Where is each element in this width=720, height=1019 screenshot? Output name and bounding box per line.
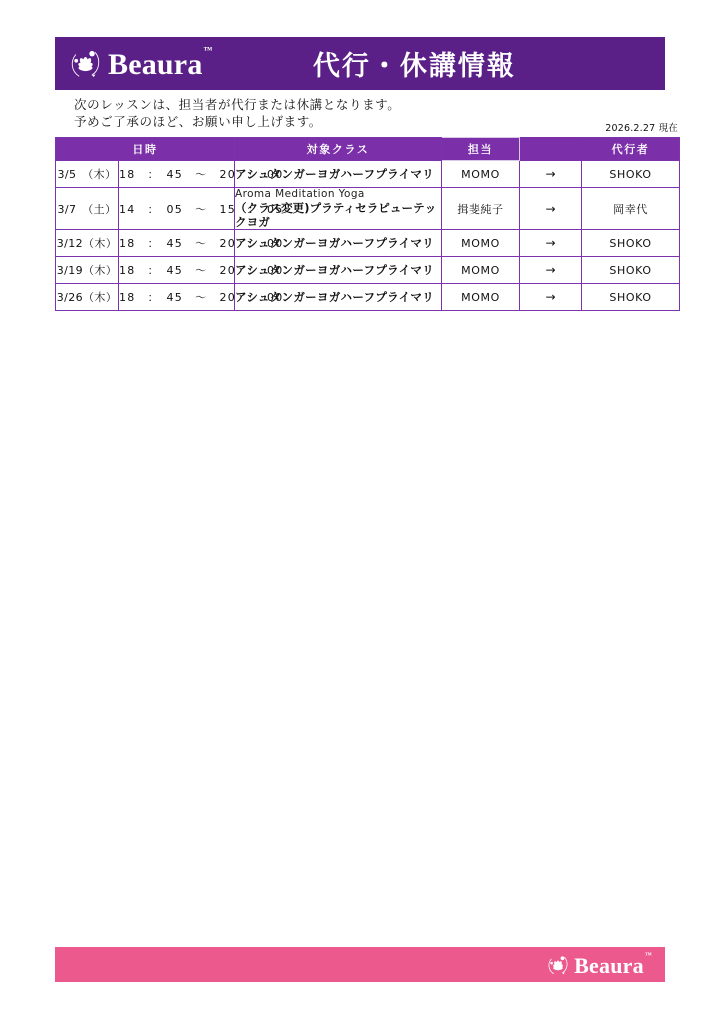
cell-arrow: →	[520, 284, 582, 311]
cell-class-japanese: （クラス変更)プラティセラピューテックヨガ	[235, 201, 437, 229]
cell-time: 18 ： 45 ～ 20 ： 00	[119, 230, 235, 257]
table-row	[56, 230, 680, 257]
cell-class: アシュタンガーヨガハーフプライマリ	[235, 257, 442, 284]
cell-time: 18 ： 45 ～ 20 ： 00	[119, 161, 235, 188]
brand-name-text: Beaura	[108, 47, 203, 81]
footer-brand-name	[574, 951, 652, 978]
cell-arrow: →	[520, 188, 582, 230]
cell-date: 3/7 （土）	[56, 188, 119, 230]
notice-block	[74, 96, 400, 130]
cell-class: アシュタンガーヨガハーフプライマリ	[235, 161, 442, 188]
column-header-substitute: 代行者	[582, 138, 680, 161]
cell-date: 3/5 （木）	[56, 161, 119, 188]
cell-time: 18 ： 45 ～ 20 ： 00	[119, 284, 235, 311]
notice-line-1: 次のレッスンは、担当者が代行または休講となります。	[74, 97, 401, 112]
footer-trademark-mark: ™	[644, 951, 652, 960]
brand-name	[108, 44, 213, 81]
lotus-icon	[68, 46, 103, 81]
cell-date: 3/26（木）	[56, 284, 119, 311]
footer-brand-lockup	[546, 953, 651, 977]
cell-teacher: MOMO	[442, 230, 520, 257]
notice-line-2: 予めご了承のほど、お願い申し上げます。	[74, 114, 322, 129]
cell-date: 3/12（木）	[56, 230, 119, 257]
cell-class-english: Aroma Meditation Yoga	[235, 188, 365, 200]
cell-time: 14 ： 05 ～ 15 ： 05	[119, 188, 235, 230]
cell-teacher: 揖斐純子	[442, 188, 520, 230]
cell-teacher: MOMO	[442, 257, 520, 284]
table-row	[56, 161, 680, 188]
page-title: 代行・休講情報	[312, 51, 516, 82]
cell-date: 3/19（木）	[56, 257, 119, 284]
cell-substitute: SHOKO	[582, 257, 680, 284]
lotus-icon	[546, 953, 570, 977]
column-header-datetime: 日時	[56, 138, 235, 161]
page-header-band	[55, 37, 665, 90]
cell-arrow: →	[520, 230, 582, 257]
cell-substitute: 岡幸代	[582, 188, 680, 230]
cell-class	[235, 188, 442, 230]
table-header-row	[56, 138, 680, 161]
schedule-table-wrapper	[55, 137, 679, 311]
table-row	[56, 257, 680, 284]
brand-lockup	[68, 46, 212, 81]
column-header-teacher: 担当	[442, 138, 520, 161]
table-body	[56, 161, 680, 311]
table-row	[56, 188, 680, 230]
cell-time: 18 ： 45 ～ 20 ： 00	[119, 257, 235, 284]
page-footer-band	[55, 947, 665, 982]
as-of-date: 2026.2.27 現在	[605, 123, 678, 134]
cell-substitute: SHOKO	[582, 230, 680, 257]
footer-brand-name-text: Beaura	[574, 952, 644, 978]
cell-teacher: MOMO	[442, 161, 520, 188]
table-head	[56, 138, 680, 161]
table-row	[56, 284, 680, 311]
cell-arrow: →	[520, 257, 582, 284]
schedule-table	[55, 137, 680, 311]
cell-class: アシュタンガーヨガハーフプライマリ	[235, 284, 442, 311]
cell-substitute: SHOKO	[582, 284, 680, 311]
column-header-blank	[520, 138, 582, 161]
column-header-class: 対象クラス	[235, 138, 442, 161]
cell-teacher: MOMO	[442, 284, 520, 311]
cell-arrow: →	[520, 161, 582, 188]
cell-class: アシュタンガーヨガハーフプライマリ	[235, 230, 442, 257]
cell-substitute: SHOKO	[582, 161, 680, 188]
trademark-mark: ™	[203, 44, 213, 55]
